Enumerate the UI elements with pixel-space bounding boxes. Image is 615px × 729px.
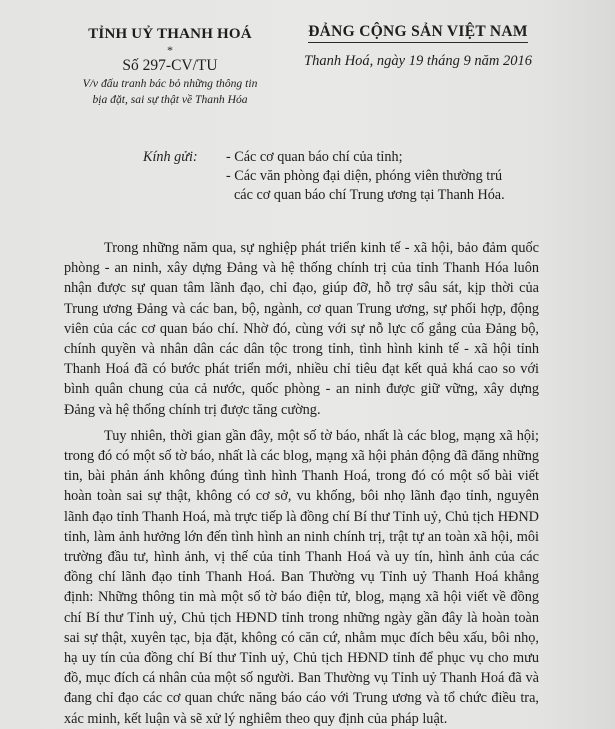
party-name: ĐẢNG CỘNG SẢN VIỆT NAM xyxy=(308,23,528,43)
letter-body xyxy=(64,238,539,729)
issuing-organization: TỈNH UỶ THANH HOÁ xyxy=(88,26,252,42)
recipients-label: Kính gửi: xyxy=(143,149,198,165)
recipient-item: - Các văn phòng đại diện, phóng viên thường trú xyxy=(226,168,503,184)
document-date: Thanh Hoá, ngày 19 tháng 9 năm 2016 xyxy=(304,53,532,69)
body-paragraph: Tuy nhiên, thời gian gần đây, một số tờ báo, nhất là các blog, mạng xã hội; trong đó có một số tờ báo, nhất là các blog, mạng xã hội phản động đã đăng những tin, bài phản ánh không đúng tình hình Thanh Hoá, trong đó có một số bài viết hoàn toàn sai sự thật, không có cơ sở, vu khống, bôi nhọ lãnh đạo tỉnh, nguyên lãnh đạo tỉnh Thanh Hoá, mà trực tiếp là đồng chí Bí thư Tỉnh uỷ, Chủ tịch HĐND tỉnh, làm ảnh hưởng lớn đến tình hình an ninh chính trị, trật tự an toàn xã hội, môi trường đầu tư, hình ảnh, vị thế của tỉnh Thanh Hoá và uy tín, hình ảnh của các đồng chí lãnh đạo tỉnh Thanh Hoá. Ban Thường vụ Tỉnh uỷ Thanh Hoá khẳng định: Những thông tin mà một số tờ báo điện tử, blog, mạng xã hội viết về đồng chí Bí thư Tỉnh uỷ, Chủ tịch HĐND tỉnh trong những ngày gần đây là hoàn toàn sai sự thật, xuyên tạc, bịa đặt, không có căn cứ, nhằm mục đích bêu xấu, bôi nhọ, hạ uy tín của đồng chí Bí thư Tỉnh uỷ, Chủ tịch HĐND tỉnh để phục vụ cho mưu đồ, mục đích cá nhân của một số người. Ban Thường vụ Tỉnh uỷ Thanh Hoá đã và đang chỉ đạo các cơ quan chức năng báo cáo với Trung ương và tổ chức điều tra, xác minh, kết luận và sẽ xử lý nghiêm theo quy định của pháp luật. xyxy=(64,427,539,727)
recipients-list xyxy=(226,148,615,205)
star-separator: * xyxy=(167,43,173,57)
subject-line-2: bịa đặt, sai sự thật về Thanh Hóa xyxy=(92,93,248,106)
document-number: Số 297-CV/TU xyxy=(122,57,218,74)
recipient-item: - Các cơ quan báo chí của tỉnh; xyxy=(226,149,403,165)
party-block xyxy=(303,23,533,70)
recipient-item-continuation: các cơ quan báo chí Trung ương tại Thanh Hóa. xyxy=(234,187,505,203)
body-paragraph: Trong những năm qua, sự nghiệp phát triển kinh tế - xã hội, bảo đảm quốc phòng - an ninh, xây dựng Đảng và hệ thống chính trị của tỉnh Thanh Hóa luôn nhận được sự quan tâm lãnh đạo, chỉ đạo, giúp đỡ, hỗ trợ sâu sát, kịp thời của Trung ương Đảng và các ban, bộ, ngành, cơ quan Trung ương, sự phối hợp, động viên của các cơ quan báo chí. Nhờ đó, cùng với sự nỗ lực cố gắng của Đảng bộ, chính quyền và nhân dân các dân tộc trong tỉnh, tình hình kinh tế - xã hội tỉnh Thanh Hoá đã có bước phát triển mới, nhiều chỉ tiêu đạt kết quả khá cao so với bình quân chung của cả nước, quốc phòng - an ninh được giữ vững, xây dựng Đảng và hệ thống chính trị được tăng cường. xyxy=(64,240,539,418)
subject-line-1: V/v đấu tranh bác bỏ những thông tin xyxy=(82,77,258,90)
issuer-block xyxy=(75,26,265,107)
